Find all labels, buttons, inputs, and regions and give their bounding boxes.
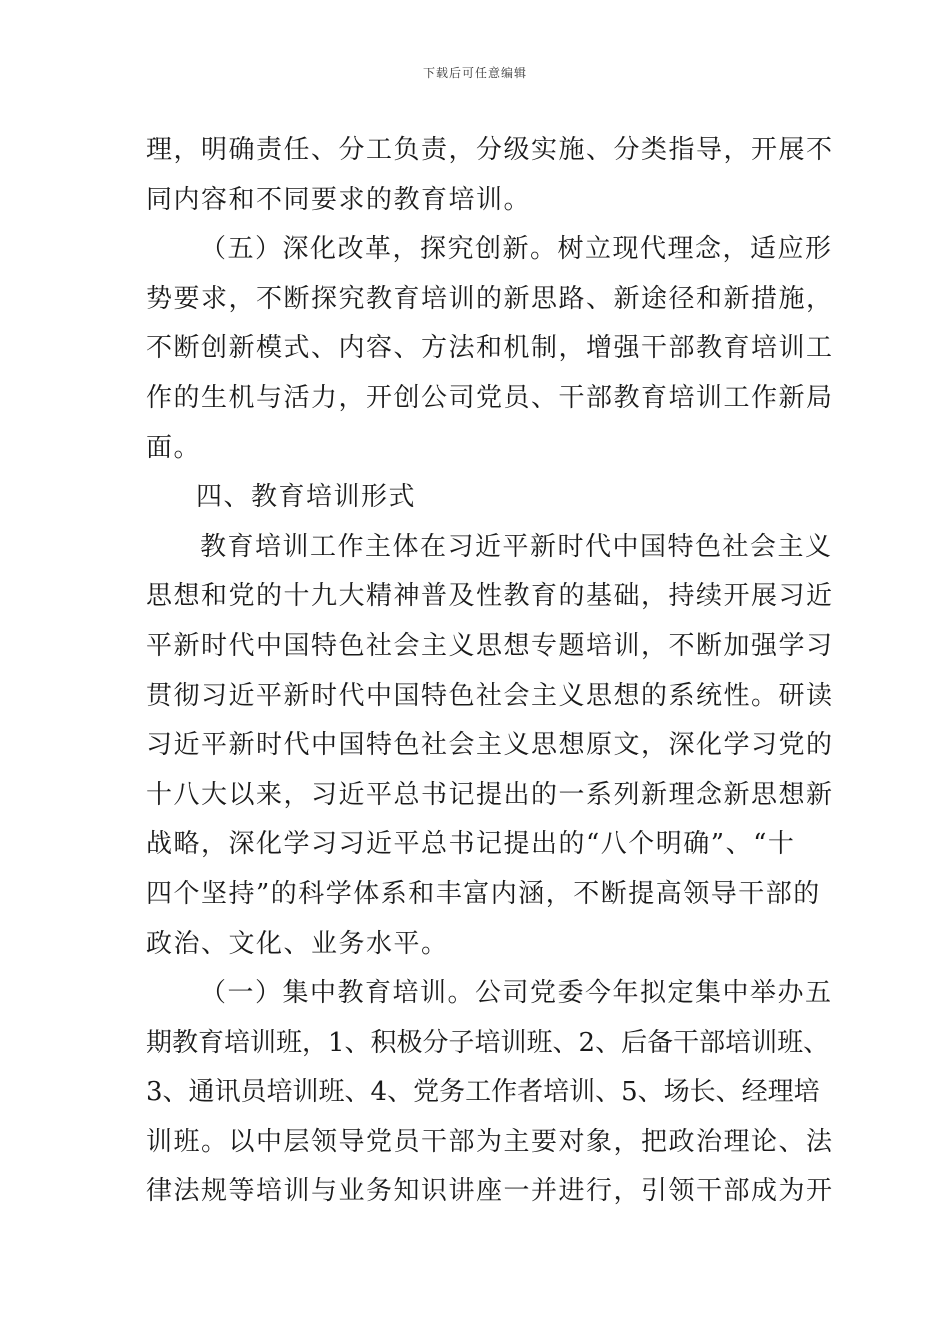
text-line: 平新时代中国特色社会主义思想专题培训，不断加强学习 bbox=[146, 630, 834, 661]
text-line: 势要求，不断探究教育培训的新思路、新途径和新措施， bbox=[146, 283, 834, 314]
text-line: 教育培训工作主体在习近平新时代中国特色社会主义 bbox=[200, 531, 833, 562]
section-heading: 四、教育培训形式 bbox=[196, 482, 417, 513]
paragraph-heading: （一）集中教育培训。公司党委今年拟定集中举办五 bbox=[200, 978, 833, 1009]
text-line: 战略，深化学习习近平总书记提出的“八个明确”、“十 bbox=[146, 829, 796, 860]
text-line: 四个坚持”的科学体系和丰富内涵，不断提高领导干部的 bbox=[146, 878, 821, 909]
text-line: 理，明确责任、分工负责，分级实施、分类指导，开展不 bbox=[146, 135, 834, 165]
text-line: 3、通讯员培训班、4、党务工作者培训、5、场长、经理培 bbox=[146, 1077, 820, 1108]
text-line: 不断创新模式、内容、方法和机制，增强干部教育培训工 bbox=[146, 333, 834, 364]
paragraph-heading: （五）深化改革，探究创新。树立现代理念，适应形 bbox=[200, 234, 833, 265]
text-line: 期教育培训班，1、积极分子培训班、2、后备干部培训班、 bbox=[146, 1027, 830, 1058]
document-body bbox=[146, 126, 846, 1217]
page-header: 下载后可任意编辑 bbox=[422, 66, 527, 80]
text-line: 十八大以来，习近平总书记提出的一系列新理念新思想新 bbox=[146, 779, 834, 810]
text-line: 同内容和不同要求的教育培训。 bbox=[146, 184, 532, 215]
text-line: 作的生机与活力，开创公司党员、干部教育培训工作新局 bbox=[146, 382, 834, 413]
text-line: 思想和党的十九大精神普及性教育的基础，持续开展习近 bbox=[146, 581, 834, 612]
text-line: 面。 bbox=[146, 432, 202, 463]
text-line: 政治、文化、业务水平。 bbox=[146, 928, 449, 959]
text-line: 贯彻习近平新时代中国特色社会主义思想的系统性。研读 bbox=[146, 680, 834, 711]
text-line: 习近平新时代中国特色社会主义思想原文，深化学习党的 bbox=[146, 730, 834, 761]
text-line: 训班。以中层领导党员干部为主要对象，把政治理论、法 bbox=[146, 1126, 834, 1157]
text-line: 律法规等培训与业务知识讲座一并进行，引领干部成为开 bbox=[146, 1176, 834, 1207]
